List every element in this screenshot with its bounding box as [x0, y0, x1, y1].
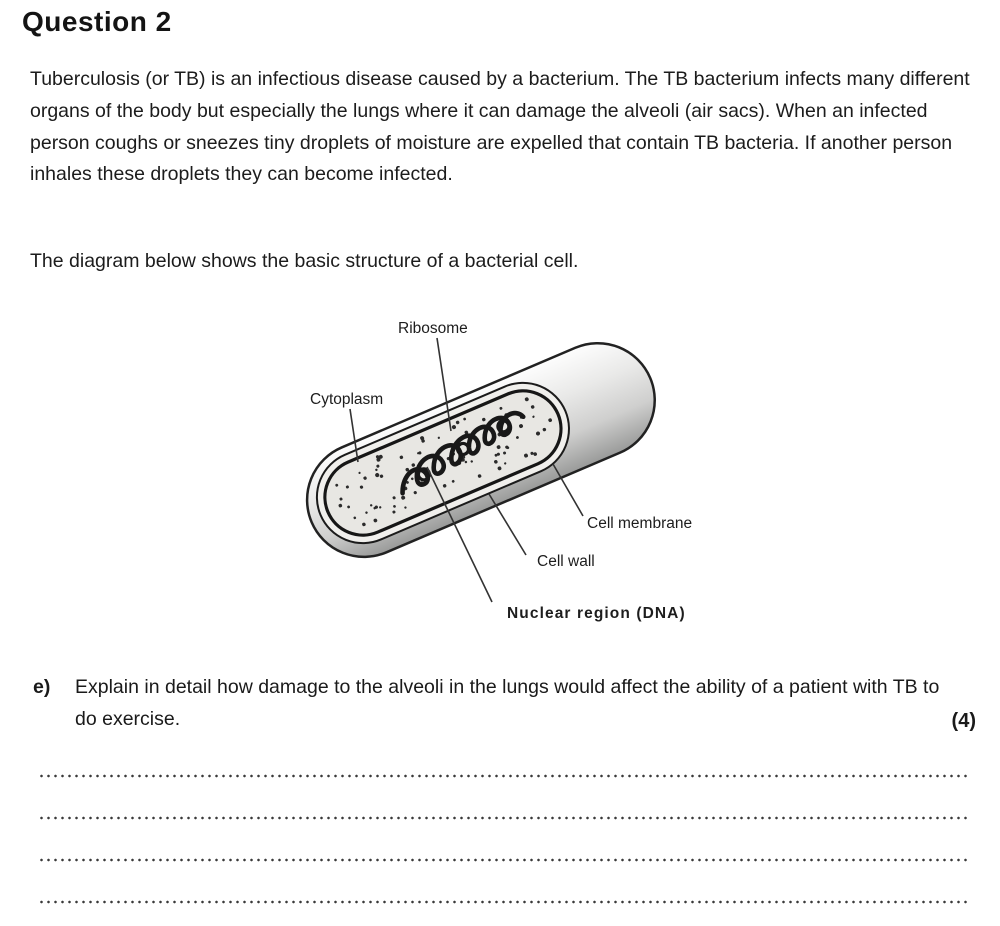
- answer-area: [38, 774, 968, 926]
- part-label: e): [33, 676, 51, 698]
- answer-line[interactable]: [38, 900, 968, 904]
- question-part-e: [33, 672, 980, 735]
- cell-membrane-label: Cell membrane: [587, 515, 693, 532]
- cytoplasm-label: Cytoplasm: [310, 391, 384, 408]
- question-prompt: Explain in detail how damage to the alveoli in the lungs would affect the ability of a patient with TB to do exercise.: [75, 676, 940, 730]
- question-title: Question 2: [22, 6, 172, 37]
- answer-line[interactable]: [38, 858, 968, 862]
- nuclear-region-label: Nuclear region (DNA): [507, 605, 686, 622]
- marks-badge: (4): [951, 710, 976, 732]
- cell-body-group: [289, 325, 672, 574]
- cell-wall-label: Cell wall: [537, 553, 595, 570]
- cell-wall-pointer-line: [489, 494, 526, 555]
- bacterial-cell-diagram: [280, 305, 730, 635]
- ribosome-label: Ribosome: [398, 320, 468, 337]
- answer-line[interactable]: [38, 774, 968, 778]
- answer-line[interactable]: [38, 816, 968, 820]
- diagram-caption: The diagram below shows the basic structure of a bacterial cell.: [30, 250, 579, 272]
- intro-paragraph: Tuberculosis (or TB) is an infectious disease caused by a bacterium. The TB bacterium infects many different organs of the body but especially the lungs where it can damage the alveoli (air sacs). When an infected person coughs or sneezes tiny droplets of moisture are expelled that contain TB bacteria. If another person inhales these droplets they can become infected.: [30, 68, 970, 186]
- bacterial-cell-svg: [280, 305, 730, 635]
